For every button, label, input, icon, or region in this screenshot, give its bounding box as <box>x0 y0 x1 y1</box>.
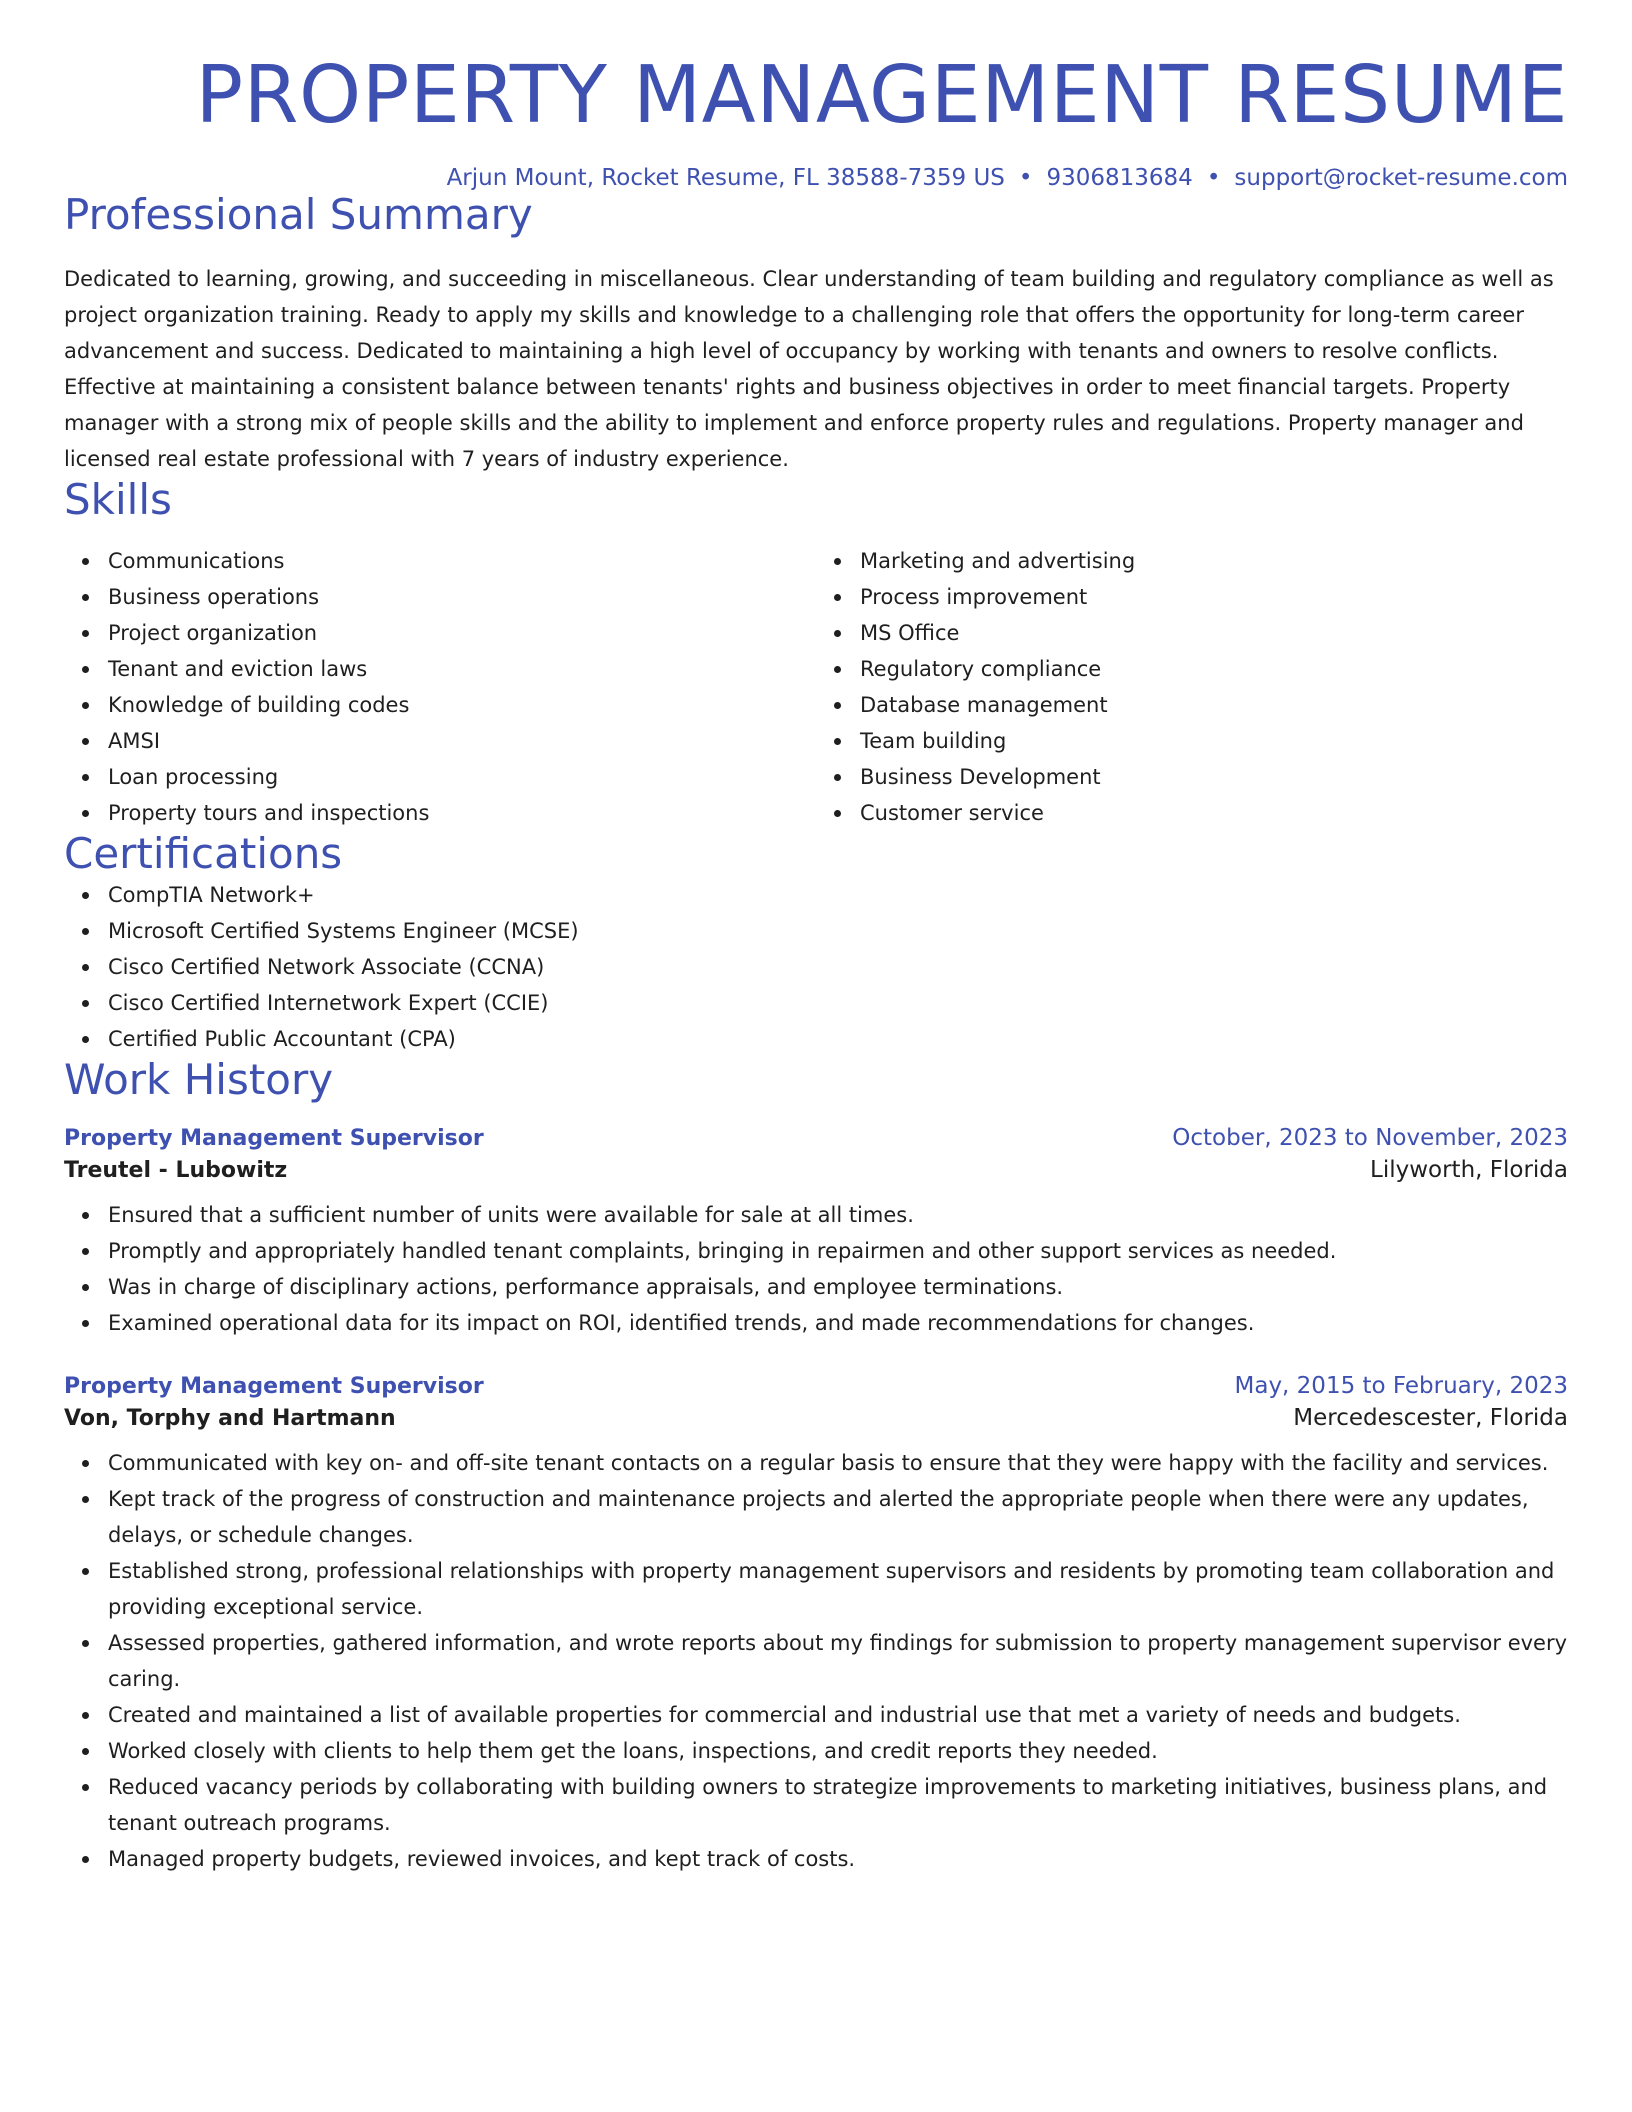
job-location: Lilyworth, Florida <box>1370 1157 1568 1184</box>
skills-columns <box>64 543 1568 831</box>
job-bullet: Created and maintained a list of available properties for commercial and industrial use that met a variety of needs and budgets. <box>108 1697 1568 1733</box>
job-dates: May, 2015 to February, 2023 <box>1234 1373 1568 1400</box>
contact-line <box>64 165 1568 193</box>
certification-item: CompTIA Network+ <box>108 877 1568 913</box>
job-company: Treutel - Lubowitz <box>64 1158 288 1184</box>
contact-email[interactable]: support@rocket-resume.com <box>1234 164 1568 191</box>
skill-item: Database management <box>860 687 1568 723</box>
job-bullet: Was in charge of disciplinary actions, performance appraisals, and employee terminations. <box>108 1269 1568 1305</box>
job-subheader <box>64 1157 1568 1183</box>
job-bullet: Managed property budgets, reviewed invoices, and kept track of costs. <box>108 1841 1568 1877</box>
job-header <box>64 1373 1568 1399</box>
certification-item: Cisco Certified Network Associate (CCNA) <box>108 949 1568 985</box>
work-history-heading: Work History <box>64 1055 334 1105</box>
job-dates: October, 2023 to November, 2023 <box>1172 1125 1568 1152</box>
job-bullet: Communicated with key on- and off-site tenant contacts on a regular basis to ensure that they were happy with the facility and services. <box>108 1445 1568 1481</box>
job-bullet: Reduced vacancy periods by collaborating with building owners to strategize improvements to marketing initiatives, business plans, and tenant outreach programs. <box>108 1769 1568 1841</box>
skill-item: Regulatory compliance <box>860 651 1568 687</box>
skill-item: Project organization <box>108 615 816 651</box>
skill-item: Marketing and advertising <box>860 543 1568 579</box>
skill-item: Process improvement <box>860 579 1568 615</box>
skill-item: Tenant and eviction laws <box>108 651 816 687</box>
job-entry <box>64 1125 1568 1341</box>
skills-list-right <box>816 543 1568 831</box>
contact-address: Arjun Mount, Rocket Resume, FL 38588-7359 US <box>446 164 1005 191</box>
certifications-heading: Certifications <box>64 828 343 878</box>
skill-item: Customer service <box>860 795 1568 831</box>
skill-item: Business operations <box>108 579 816 615</box>
job-bullets <box>64 1445 1568 1877</box>
job-entry <box>64 1373 1568 1877</box>
job-location: Mercedescester, Florida <box>1293 1405 1568 1432</box>
certifications-list <box>64 877 1568 1057</box>
summary-text: Dedicated to learning, growing, and succeeding in miscellaneous. Clear understanding of team building and regulatory compliance as well as project organization training. Ready to apply my skills and knowledge to a challenging role that offers the opportunity for long-term career advancement and success. Dedicated to maintaining a high level of occupancy by working with tenants and owners to resolve conflicts. Effective at maintaining a consistent balance between tenants' rights and business objectives in order to meet financial targets. Property manager with a strong mix of people skills and the ability to implement and enforce property rules and regulations. Property manager and licensed real estate professional with 7 years of industry experience. <box>64 266 1554 471</box>
skills-heading: Skills <box>64 474 172 524</box>
job-bullet: Ensured that a sufficient number of units were available for sale at all times. <box>108 1197 1568 1233</box>
contact-separator: • <box>1206 164 1221 191</box>
job-header <box>64 1125 1568 1151</box>
job-bullet: Worked closely with clients to help them get the loans, inspections, and credit reports they needed. <box>108 1733 1568 1769</box>
contact-separator: • <box>1018 164 1033 191</box>
resume-title: PROPERTY MANAGEMENT RESUME <box>195 49 1568 141</box>
skill-item: AMSI <box>108 723 816 759</box>
skill-item: Communications <box>108 543 816 579</box>
skill-item: Business Development <box>860 759 1568 795</box>
job-bullet: Established strong, professional relationships with property management supervisors and residents by promoting team collaboration and providing exceptional service. <box>108 1553 1568 1625</box>
skill-item: Knowledge of building codes <box>108 687 816 723</box>
skill-item: Team building <box>860 723 1568 759</box>
job-bullets <box>64 1197 1568 1341</box>
job-title: Property Management Supervisor <box>64 1126 484 1152</box>
job-title: Property Management Supervisor <box>64 1374 484 1400</box>
job-subheader <box>64 1405 1568 1431</box>
job-bullet: Promptly and appropriately handled tenant complaints, bringing in repairmen and other support services as needed. <box>108 1233 1568 1269</box>
job-bullet: Kept track of the progress of construction and maintenance projects and alerted the appropriate people when there were any updates, delays, or schedule changes. <box>108 1481 1568 1553</box>
contact-phone: 9306813684 <box>1046 164 1193 191</box>
job-bullet: Examined operational data for its impact on ROI, identified trends, and made recommendations for changes. <box>108 1305 1568 1341</box>
job-company: Von, Torphy and Hartmann <box>64 1406 396 1432</box>
certification-item: Certified Public Accountant (CPA) <box>108 1021 1568 1057</box>
job-bullet: Assessed properties, gathered information, and wrote reports about my findings for submission to property management supervisor every caring. <box>108 1625 1568 1697</box>
skill-item: Loan processing <box>108 759 816 795</box>
certification-item: Cisco Certified Internetwork Expert (CCIE) <box>108 985 1568 1021</box>
skill-item: Property tours and inspections <box>108 795 816 831</box>
skill-item: MS Office <box>860 615 1568 651</box>
skills-list-left <box>64 543 816 831</box>
certification-item: Microsoft Certified Systems Engineer (MCSE) <box>108 913 1568 949</box>
summary-heading: Professional Summary <box>64 190 533 240</box>
